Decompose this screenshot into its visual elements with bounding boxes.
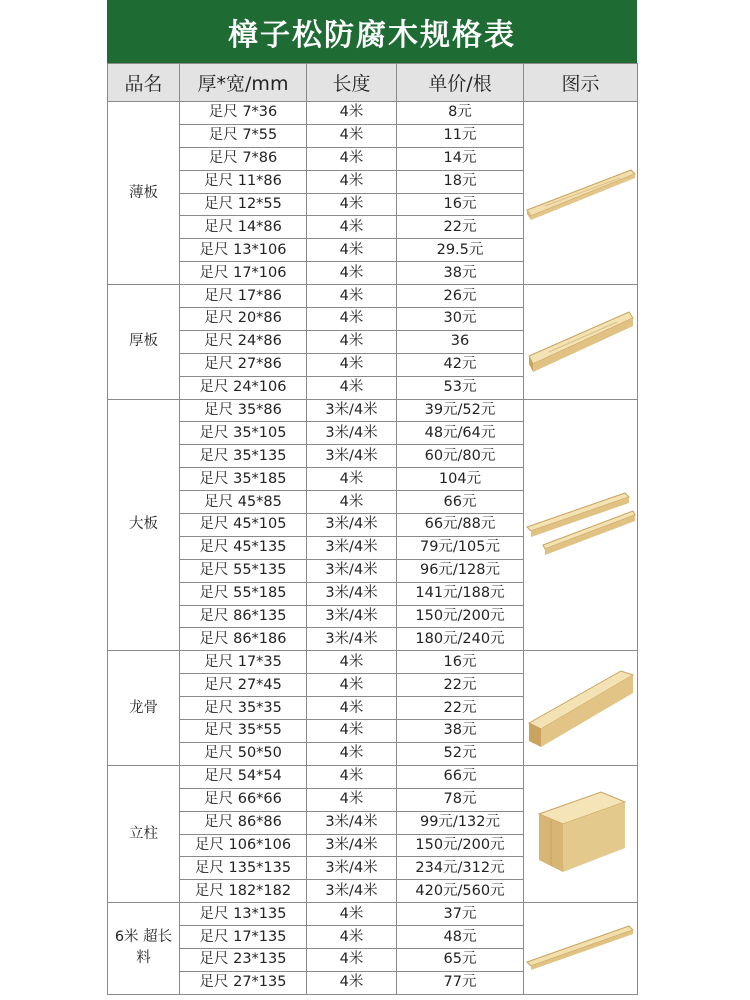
- price-cell: 16元: [397, 651, 524, 674]
- size-cell: 足尺 13*135: [180, 903, 307, 926]
- category-cell: 薄板: [108, 102, 180, 285]
- size-cell: 足尺 14*86: [180, 216, 307, 239]
- image-cell: [524, 102, 638, 285]
- length-cell: 4米: [307, 971, 397, 994]
- size-cell: 足尺 7*36: [180, 102, 307, 125]
- length-cell: 3米/4米: [307, 445, 397, 468]
- size-cell: 足尺 7*55: [180, 124, 307, 147]
- length-cell: 4米: [307, 491, 397, 514]
- length-cell: 4米: [307, 216, 397, 239]
- thin-board-icon: [524, 158, 637, 228]
- length-cell: 4米: [307, 330, 397, 353]
- table-row: [108, 765, 638, 788]
- size-cell: 足尺 20*86: [180, 308, 307, 331]
- size-cell: 足尺 135*135: [180, 857, 307, 880]
- size-cell: 足尺 86*135: [180, 605, 307, 628]
- size-cell: 足尺 27*45: [180, 674, 307, 697]
- price-cell: 104元: [397, 468, 524, 491]
- price-cell: 141元/188元: [397, 582, 524, 605]
- length-cell: 3米/4米: [307, 559, 397, 582]
- length-cell: 3米/4米: [307, 628, 397, 651]
- length-cell: 3米/4米: [307, 811, 397, 834]
- header-size: 厚*宽/mm: [180, 64, 307, 102]
- length-cell: 3米/4米: [307, 536, 397, 559]
- length-cell: 4米: [307, 124, 397, 147]
- price-cell: 150元/200元: [397, 834, 524, 857]
- length-cell: 4米: [307, 285, 397, 308]
- size-cell: 足尺 86*186: [180, 628, 307, 651]
- size-cell: 足尺 13*106: [180, 239, 307, 262]
- size-cell: 足尺 55*185: [180, 582, 307, 605]
- long-board-icon: [524, 918, 637, 978]
- length-cell: 4米: [307, 262, 397, 285]
- category-cell: 厚板: [108, 285, 180, 399]
- length-cell: 3米/4米: [307, 399, 397, 422]
- size-cell: 足尺 45*85: [180, 491, 307, 514]
- length-cell: 4米: [307, 376, 397, 399]
- size-cell: 足尺 17*106: [180, 262, 307, 285]
- price-cell: 16元: [397, 193, 524, 216]
- length-cell: 3米/4米: [307, 857, 397, 880]
- length-cell: 3米/4米: [307, 422, 397, 445]
- price-cell: 150元/200元: [397, 605, 524, 628]
- length-cell: 4米: [307, 765, 397, 788]
- image-cell: [524, 285, 638, 399]
- price-cell: 18元: [397, 170, 524, 193]
- size-cell: 足尺 66*66: [180, 788, 307, 811]
- thick-board-icon: [524, 302, 637, 382]
- price-cell: 26元: [397, 285, 524, 308]
- size-cell: 足尺 45*135: [180, 536, 307, 559]
- price-cell: 36: [397, 330, 524, 353]
- size-cell: 足尺 17*135: [180, 926, 307, 949]
- price-cell: 234元/312元: [397, 857, 524, 880]
- price-cell: 66元/88元: [397, 514, 524, 537]
- size-cell: 足尺 23*135: [180, 948, 307, 971]
- price-cell: 66元: [397, 491, 524, 514]
- length-cell: 4米: [307, 102, 397, 125]
- price-cell: 66元: [397, 765, 524, 788]
- table-row: [108, 903, 638, 926]
- price-cell: 22元: [397, 216, 524, 239]
- price-cell: 79元/105元: [397, 536, 524, 559]
- price-cell: 39元/52元: [397, 399, 524, 422]
- length-cell: 4米: [307, 720, 397, 743]
- size-cell: 足尺 45*105: [180, 514, 307, 537]
- length-cell: 3米/4米: [307, 514, 397, 537]
- size-cell: 足尺 27*86: [180, 353, 307, 376]
- price-cell: 53元: [397, 376, 524, 399]
- size-cell: 足尺 12*55: [180, 193, 307, 216]
- large-board-icon: [524, 485, 637, 565]
- size-cell: 足尺 35*86: [180, 399, 307, 422]
- joist-icon: [524, 663, 637, 753]
- price-cell: 77元: [397, 971, 524, 994]
- length-cell: 4米: [307, 193, 397, 216]
- size-cell: 足尺 35*35: [180, 697, 307, 720]
- price-cell: 42元: [397, 353, 524, 376]
- price-cell: 38元: [397, 262, 524, 285]
- length-cell: 4米: [307, 353, 397, 376]
- size-cell: 足尺 11*86: [180, 170, 307, 193]
- header-row: [108, 64, 638, 102]
- price-cell: 60元/80元: [397, 445, 524, 468]
- header-length: 长度: [307, 64, 397, 102]
- size-cell: 足尺 35*105: [180, 422, 307, 445]
- size-cell: 足尺 35*135: [180, 445, 307, 468]
- price-cell: 99元/132元: [397, 811, 524, 834]
- length-cell: 4米: [307, 788, 397, 811]
- spec-body: [108, 102, 638, 995]
- size-cell: 足尺 35*55: [180, 720, 307, 743]
- price-cell: 11元: [397, 124, 524, 147]
- category-cell: 龙骨: [108, 651, 180, 765]
- length-cell: 4米: [307, 170, 397, 193]
- length-cell: 4米: [307, 903, 397, 926]
- size-cell: 足尺 182*182: [180, 880, 307, 903]
- length-cell: 4米: [307, 308, 397, 331]
- length-cell: 4米: [307, 742, 397, 765]
- table-row: [108, 651, 638, 674]
- size-cell: 足尺 17*86: [180, 285, 307, 308]
- price-cell: 78元: [397, 788, 524, 811]
- price-cell: 30元: [397, 308, 524, 331]
- image-cell: [524, 903, 638, 995]
- page-title: 樟子松防腐木规格表: [107, 0, 637, 63]
- spec-table: [107, 63, 638, 995]
- size-cell: 足尺 7*86: [180, 147, 307, 170]
- price-cell: 96元/128元: [397, 559, 524, 582]
- size-cell: 足尺 27*135: [180, 971, 307, 994]
- price-cell: 180元/240元: [397, 628, 524, 651]
- size-cell: 足尺 54*54: [180, 765, 307, 788]
- size-cell: 足尺 24*86: [180, 330, 307, 353]
- length-cell: 4米: [307, 239, 397, 262]
- length-cell: 3米/4米: [307, 605, 397, 628]
- size-cell: 足尺 17*35: [180, 651, 307, 674]
- header-price: 单价/根: [397, 64, 524, 102]
- length-cell: 4米: [307, 147, 397, 170]
- image-cell: [524, 399, 638, 651]
- length-cell: 4米: [307, 651, 397, 674]
- length-cell: 4米: [307, 674, 397, 697]
- price-cell: 65元: [397, 948, 524, 971]
- length-cell: 4米: [307, 926, 397, 949]
- price-cell: 22元: [397, 674, 524, 697]
- price-cell: 37元: [397, 903, 524, 926]
- table-row: [108, 399, 638, 422]
- price-cell: 48元: [397, 926, 524, 949]
- size-cell: 足尺 50*50: [180, 742, 307, 765]
- header-product: 品名: [108, 64, 180, 102]
- size-cell: 足尺 86*86: [180, 811, 307, 834]
- length-cell: 3米/4米: [307, 582, 397, 605]
- price-cell: 8元: [397, 102, 524, 125]
- post-icon: [524, 784, 637, 884]
- table-row: [108, 102, 638, 125]
- price-cell: 22元: [397, 697, 524, 720]
- price-cell: 48元/64元: [397, 422, 524, 445]
- length-cell: 4米: [307, 948, 397, 971]
- header-image: 图示: [524, 64, 638, 102]
- size-cell: 足尺 24*106: [180, 376, 307, 399]
- length-cell: 3米/4米: [307, 880, 397, 903]
- category-cell: 6米 超长料: [108, 903, 180, 995]
- price-cell: 52元: [397, 742, 524, 765]
- length-cell: 4米: [307, 468, 397, 491]
- size-cell: 足尺 35*185: [180, 468, 307, 491]
- size-cell: 足尺 106*106: [180, 834, 307, 857]
- category-cell: 立柱: [108, 765, 180, 902]
- size-cell: 足尺 55*135: [180, 559, 307, 582]
- table-row: [108, 285, 638, 308]
- price-cell: 14元: [397, 147, 524, 170]
- image-cell: [524, 765, 638, 902]
- length-cell: 3米/4米: [307, 834, 397, 857]
- price-cell: 38元: [397, 720, 524, 743]
- category-cell: 大板: [108, 399, 180, 651]
- image-cell: [524, 651, 638, 765]
- price-cell: 29.5元: [397, 239, 524, 262]
- price-cell: 420元/560元: [397, 880, 524, 903]
- length-cell: 4米: [307, 697, 397, 720]
